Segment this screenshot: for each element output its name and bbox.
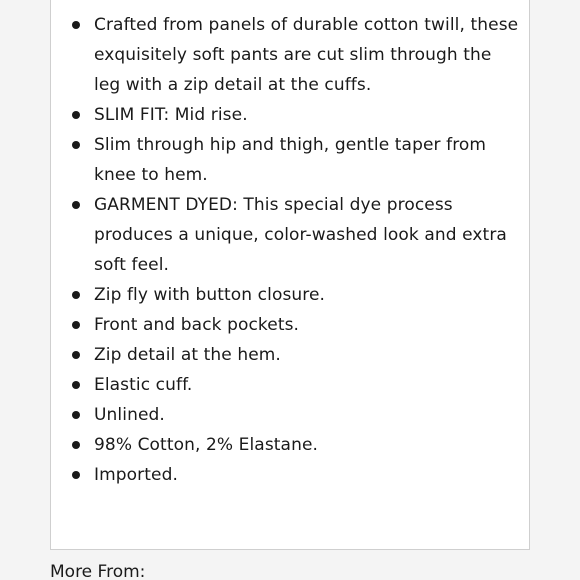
description-bullet: Crafted from panels of durable cotton twill, these exquisitely soft pants are cut slim through the leg with a zip detail at the cuffs.	[51, 10, 529, 100]
description-bullet-list	[51, 10, 529, 490]
more-from-heading: More From:	[50, 562, 146, 580]
description-bullet: Front and back pockets.	[51, 310, 529, 340]
description-bullet: Imported.	[51, 460, 529, 490]
description-bullet: SLIM FIT: Mid rise.	[51, 100, 529, 130]
description-bullet: Elastic cuff.	[51, 370, 529, 400]
description-panel	[50, 0, 530, 550]
description-bullet: Zip fly with button closure.	[51, 280, 529, 310]
description-bullet: GARMENT DYED: This special dye process produces a unique, color-washed look and extra soft feel.	[51, 190, 529, 280]
description-bullet: Zip detail at the hem.	[51, 340, 529, 370]
description-bullet: Unlined.	[51, 400, 529, 430]
description-bullet: 98% Cotton, 2% Elastane.	[51, 430, 529, 460]
description-bullet: Slim through hip and thigh, gentle taper from knee to hem.	[51, 130, 529, 190]
